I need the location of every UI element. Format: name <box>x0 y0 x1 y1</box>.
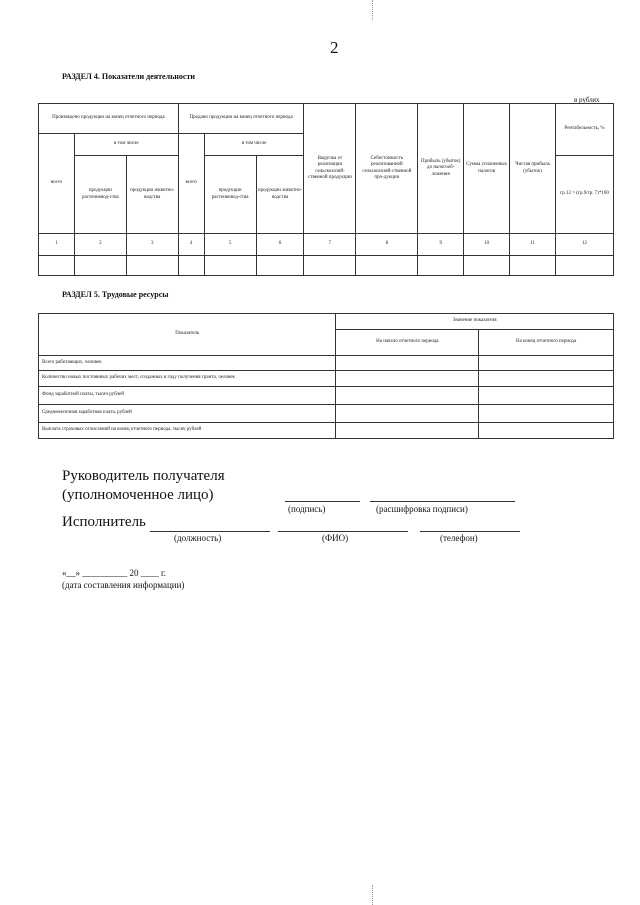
produced-including-header: в том числе <box>74 134 178 156</box>
produced-animal-header: продукции животно-водства <box>126 156 178 234</box>
phone-caption: (телефон) <box>440 533 478 543</box>
data-cell[interactable] <box>510 256 556 276</box>
taxes-header: Сумма уплаченных налогов <box>464 104 510 234</box>
sold-group-header: Продано продукции на конец отчетного периода <box>178 104 304 134</box>
fio-caption: (ФИО) <box>322 533 349 543</box>
date-line[interactable]: «__» __________ 20 ____ г. <box>62 568 166 578</box>
column-number: 7 <box>304 234 356 256</box>
profit-before-tax-header: Прибыль (убыток) до налогооб-ложения <box>418 104 464 234</box>
section4-table <box>38 103 614 276</box>
signature-line[interactable] <box>285 501 360 502</box>
data-cell[interactable] <box>336 387 479 405</box>
column-number: 11 <box>510 234 556 256</box>
sold-total-header: всего <box>178 134 204 234</box>
table-row <box>39 423 614 439</box>
value-header: Значение показателя <box>336 314 614 330</box>
column-number: 1 <box>39 234 75 256</box>
revenue-header: Выручка от реализации сельскохозяй-ственной продукции <box>304 104 356 234</box>
end-period-header: На конец отчетного периода <box>479 330 614 356</box>
data-cell[interactable] <box>418 256 464 276</box>
sold-plant-header: продукции растениевод-ства <box>204 156 256 234</box>
data-cell[interactable] <box>479 405 614 423</box>
row-label: Среднемесячная заработная плата, рублей <box>39 405 336 423</box>
table-row <box>39 256 614 276</box>
fio-line[interactable] <box>278 531 408 532</box>
sold-animal-header: продукции животно-водства <box>256 156 304 234</box>
produced-group-header: Произведено продукции на конец отчетного периода <box>39 104 179 134</box>
cost-header: Себестоимость реализованной сельскохозяй-ственной про-дукции <box>356 104 418 234</box>
data-cell[interactable] <box>256 256 304 276</box>
data-cell[interactable] <box>479 423 614 439</box>
start-period-header: На начало отчетного периода <box>336 330 479 356</box>
data-cell[interactable] <box>74 256 126 276</box>
position-line[interactable] <box>150 531 270 532</box>
data-cell[interactable] <box>204 256 256 276</box>
net-profit-header: Чистая прибыль (убыток) <box>510 104 556 234</box>
data-cell[interactable] <box>556 256 614 276</box>
data-cell[interactable] <box>39 256 75 276</box>
column-number: 6 <box>256 234 304 256</box>
profitability-formula: гр.12 = (гр.9/гр. 7)*100 <box>556 156 614 234</box>
column-number: 3 <box>126 234 178 256</box>
row-label: Всего работающих, человек <box>39 356 336 371</box>
data-cell[interactable] <box>336 356 479 371</box>
row-label: Фонд заработной платы, тысяч рублей <box>39 387 336 405</box>
section4-title: РАЗДЕЛ 4. Показатели деятельности <box>62 72 195 81</box>
indicator-header: Показатель <box>39 314 336 356</box>
data-cell[interactable] <box>336 423 479 439</box>
data-cell[interactable] <box>479 387 614 405</box>
column-number: 5 <box>204 234 256 256</box>
column-number: 2 <box>74 234 126 256</box>
table-row <box>39 356 614 371</box>
data-cell[interactable] <box>336 371 479 387</box>
column-number: 8 <box>356 234 418 256</box>
produced-plant-header: продукции растениевод-ства <box>74 156 126 234</box>
signature-caption: (подпись) <box>288 504 326 514</box>
profitability-header: Рентабельность, % <box>556 104 614 156</box>
head-label-line2: (уполномоченное лицо) <box>62 487 214 503</box>
section4-unit: в рублях <box>574 96 600 104</box>
produced-total-header: всего <box>39 134 75 234</box>
data-cell[interactable] <box>356 256 418 276</box>
table-row <box>39 371 614 387</box>
data-cell[interactable] <box>178 256 204 276</box>
phone-line[interactable] <box>420 531 520 532</box>
signature-decode-line[interactable] <box>370 501 515 502</box>
data-cell[interactable] <box>336 405 479 423</box>
row-label: Выплата страховых отчислений на конец отчетного периода, тысяч рублей <box>39 423 336 439</box>
data-cell[interactable] <box>304 256 356 276</box>
sold-including-header: в том числе <box>204 134 304 156</box>
date-caption: (дата составления информации) <box>62 580 185 590</box>
data-cell[interactable] <box>479 356 614 371</box>
data-cell[interactable] <box>479 371 614 387</box>
section5-table <box>38 313 614 439</box>
executor-label: Исполнитель <box>62 514 146 530</box>
column-number: 10 <box>464 234 510 256</box>
data-cell[interactable] <box>464 256 510 276</box>
head-label-line1: Руководитель получателя <box>62 468 225 484</box>
page-number: 2 <box>330 38 339 57</box>
column-number: 12 <box>556 234 614 256</box>
column-number: 4 <box>178 234 204 256</box>
column-number-row <box>39 234 614 256</box>
decode-caption: (расшифровка подписи) <box>376 504 468 514</box>
table-row <box>39 387 614 405</box>
table-row <box>39 405 614 423</box>
position-caption: (должность) <box>174 533 222 543</box>
column-number: 9 <box>418 234 464 256</box>
section5-title: РАЗДЕЛ 5. Трудовые ресурсы <box>62 290 169 299</box>
data-cell[interactable] <box>126 256 178 276</box>
row-label: Количество новых постоянных рабочих мест, созданных в году получения гранта, человек <box>39 371 336 387</box>
